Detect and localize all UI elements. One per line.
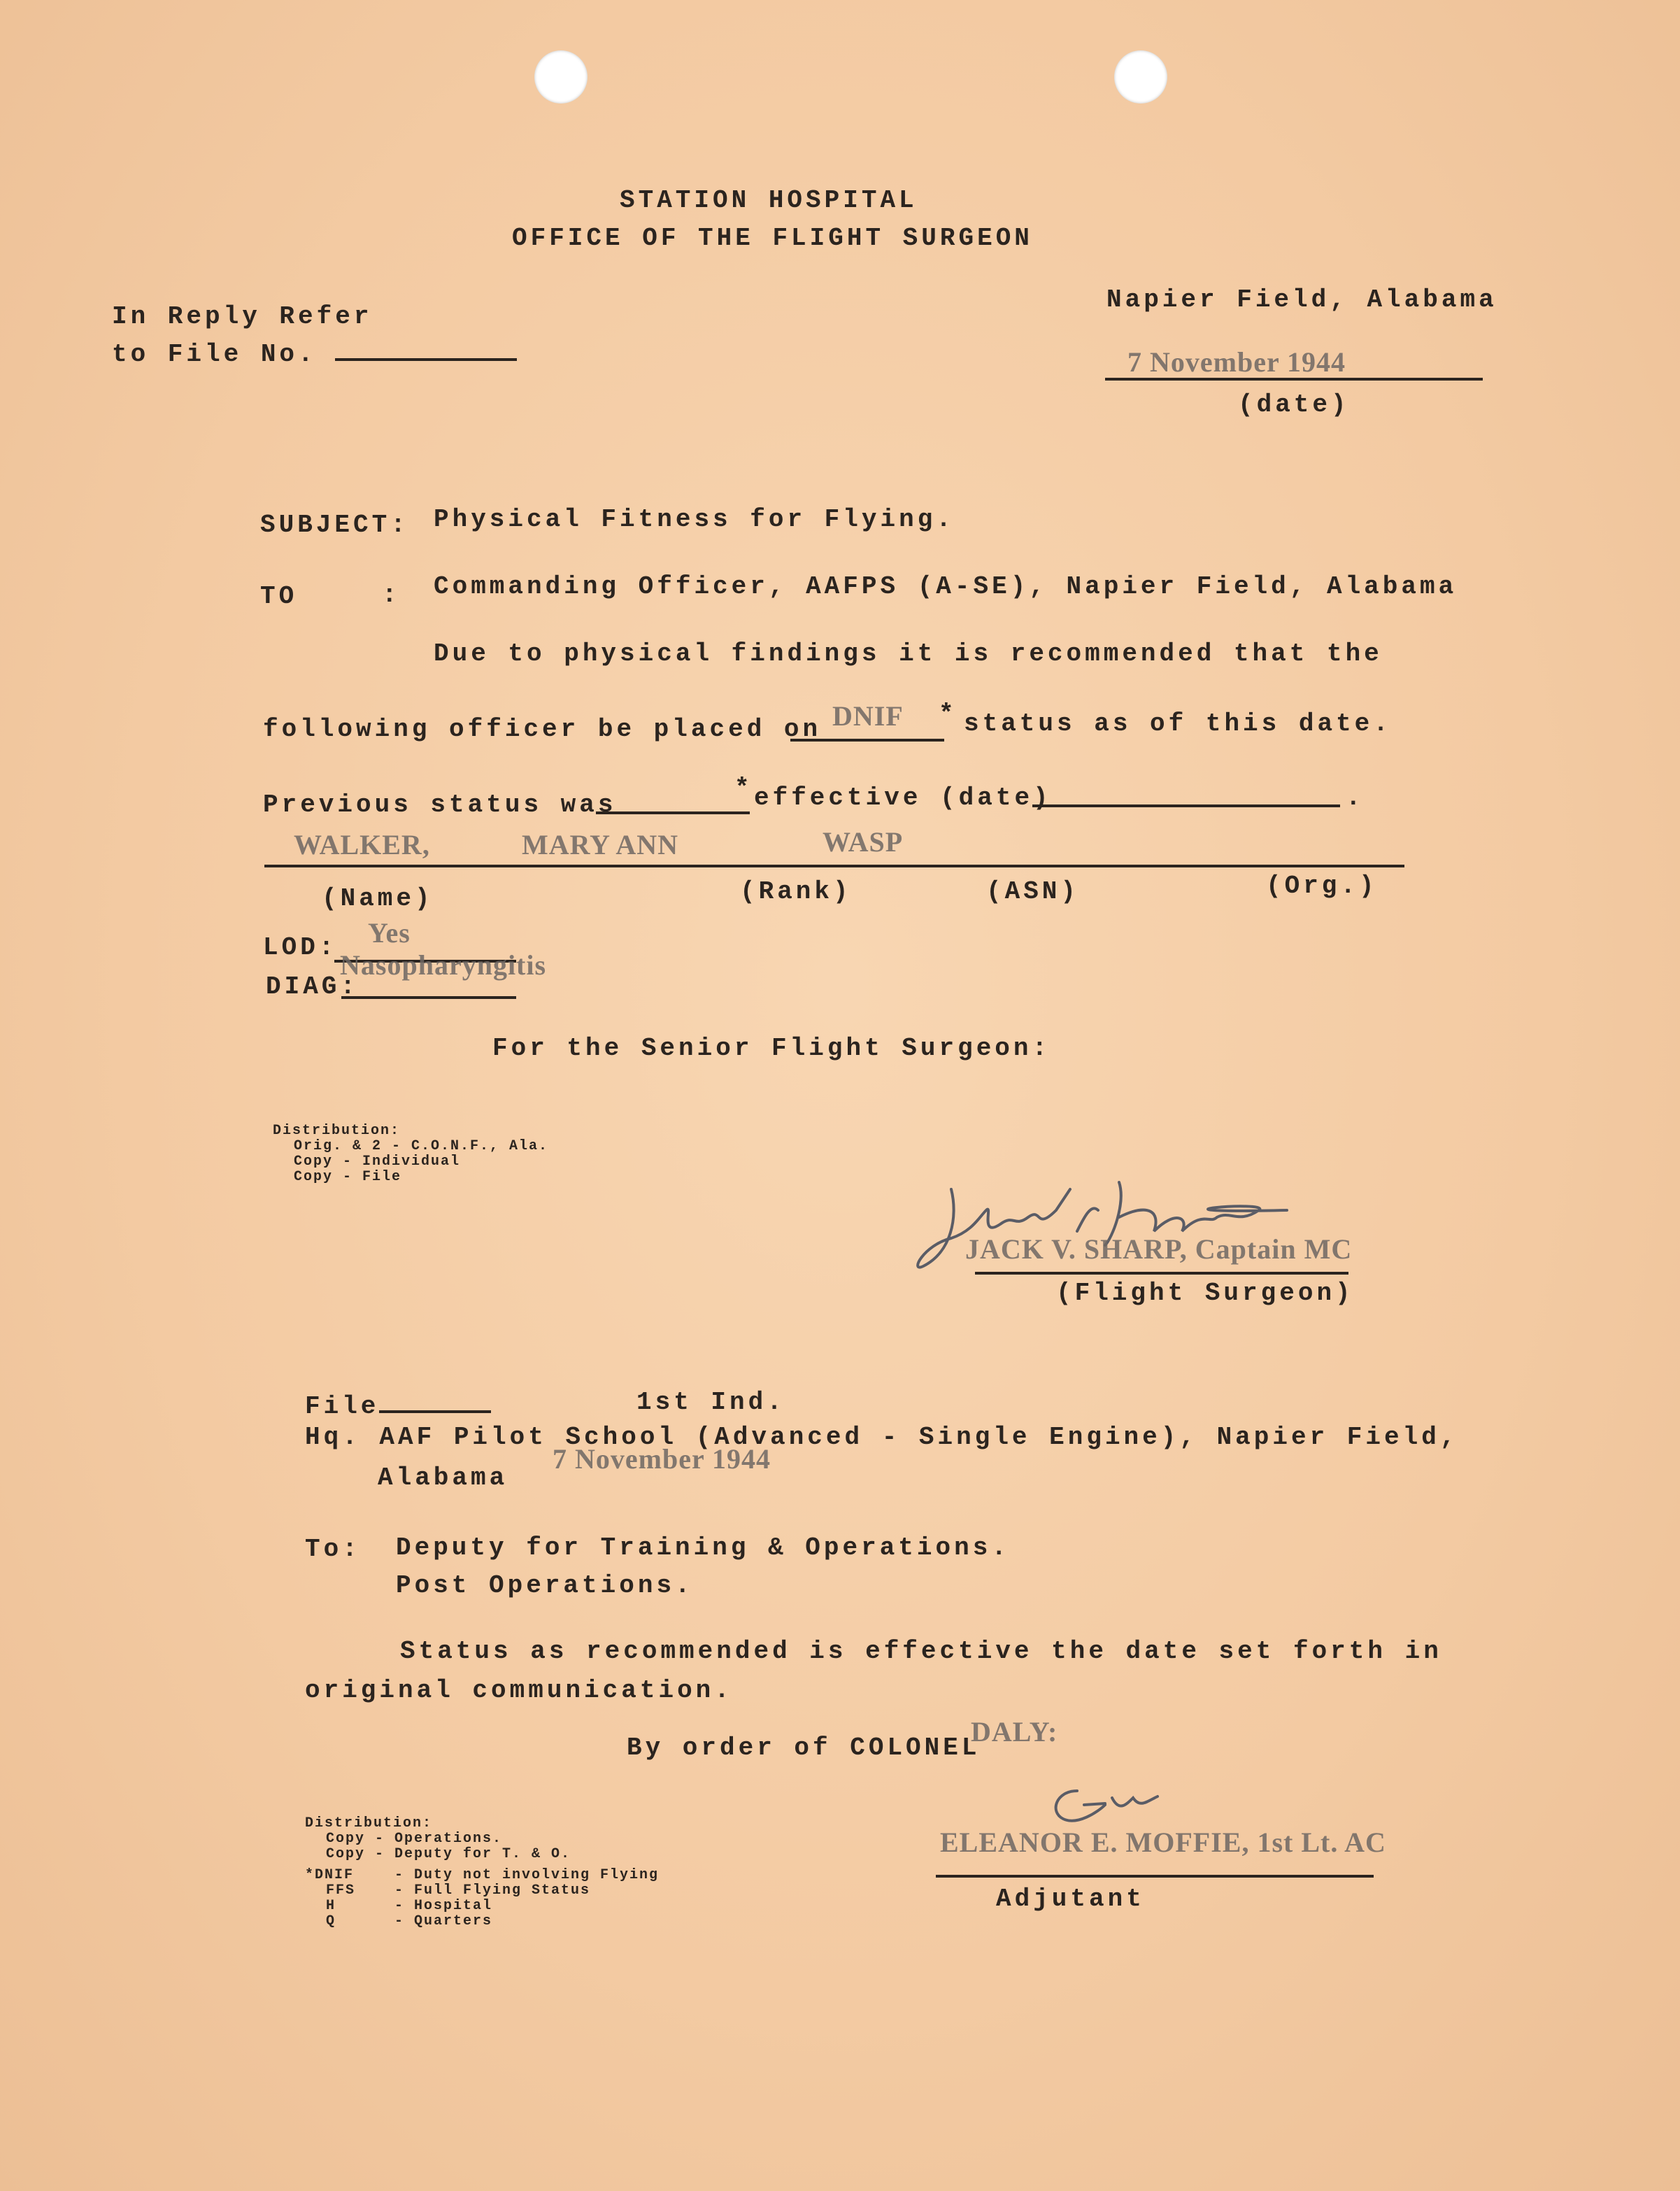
indorsement-file-blank xyxy=(379,1410,491,1413)
reply-refer-line-1: In Reply Refer xyxy=(112,302,373,331)
legend-row xyxy=(305,1914,659,1929)
distribution-1 xyxy=(273,1123,548,1185)
previous-status-period: . xyxy=(1346,783,1365,812)
distribution-2-item: Copy - Operations. xyxy=(326,1831,503,1847)
header-line-1: STATION HOSPITAL xyxy=(620,186,918,215)
adjutant-name: ELEANOR E. MOFFIE, 1st Lt. AC xyxy=(940,1827,1386,1858)
legend-code: FFS xyxy=(326,1882,356,1899)
previous-status-asterisk: * xyxy=(734,774,753,802)
date-rule xyxy=(1105,378,1483,381)
punch-hole-left xyxy=(534,50,588,104)
distribution-1-item: Copy - File xyxy=(294,1169,402,1185)
status-asterisk: * xyxy=(939,700,958,728)
indorsement-file-label xyxy=(305,1392,491,1421)
diagnosis-value: Nasopharyngitis xyxy=(340,949,547,981)
name-rule xyxy=(264,865,1404,867)
indorsement-label: 1st Ind. xyxy=(636,1388,785,1417)
caption-asn: (ASN) xyxy=(986,877,1080,906)
officer-rank-value: MARY ANN xyxy=(522,829,678,860)
distribution-2-item: Copy - Deputy for T. & O. xyxy=(326,1846,571,1862)
indorsement-to-line-1: Deputy for Training & Operations. xyxy=(396,1533,1010,1562)
paragraph-line-2-end: status as of this date. xyxy=(964,709,1392,738)
legend-code: Q xyxy=(326,1913,336,1929)
distribution-1-item: Orig. & 2 - C.O.N.F., Ala. xyxy=(294,1138,549,1154)
previous-status-blank xyxy=(596,811,750,814)
legend-code: *DNIF xyxy=(305,1867,355,1883)
legend-row xyxy=(305,1868,659,1883)
to-colon: : xyxy=(382,581,401,609)
diag-blank xyxy=(341,996,516,999)
reply-refer-label: to File No. xyxy=(112,340,317,369)
date-caption: (date) xyxy=(1238,390,1350,419)
reply-refer-line-2 xyxy=(112,340,517,369)
to-label: TO xyxy=(260,582,298,611)
status-blank xyxy=(790,739,944,742)
file-label: File xyxy=(305,1392,380,1421)
paragraph-line-1: Due to physical findings it is recommended that the xyxy=(434,639,1383,668)
signature-2-rule xyxy=(936,1875,1374,1878)
distribution-1-heading: Distribution: xyxy=(273,1123,401,1139)
indorsement-paragraph-2: original communication. xyxy=(305,1676,733,1705)
legend-desc: - Quarters xyxy=(394,1913,493,1929)
signature-1-rule xyxy=(975,1272,1348,1275)
flight-surgeon-name: JACK V. SHARP, Captain MC xyxy=(965,1233,1353,1265)
distribution-2 xyxy=(305,1816,659,1929)
for-senior-flight-surgeon: For the Senior Flight Surgeon: xyxy=(492,1034,1051,1063)
caption-rank: (Rank) xyxy=(740,877,852,906)
indorsement-hq-line-1: Hq. AAF Pilot School (Advanced - Single Engine), Napier Field, xyxy=(305,1423,1459,1452)
indorsement-hq-line-2: Alabama xyxy=(378,1463,508,1492)
legend-row xyxy=(305,1899,659,1914)
indorsement-paragraph-1: Status as recommended is effective the date set forth in xyxy=(400,1637,1442,1666)
effective-date-label: effective (date) xyxy=(754,783,1052,812)
indorsement-to-label: To: xyxy=(305,1535,361,1564)
legend-desc: - Duty not involving Flying xyxy=(394,1867,660,1883)
indorsement-date: 7 November 1944 xyxy=(553,1443,771,1475)
lod-label: LOD: xyxy=(263,933,338,962)
by-order-line: By order of COLONEL xyxy=(627,1733,981,1762)
lod-value: Yes xyxy=(368,917,411,949)
flight-surgeon-title: (Flight Surgeon) xyxy=(1056,1279,1354,1307)
caption-org: (Org.) xyxy=(1266,872,1378,900)
letter-date: 7 November 1944 xyxy=(1127,346,1346,378)
officer-name: WALKER, xyxy=(294,829,430,860)
adjutant-title: Adjutant xyxy=(996,1885,1145,1913)
effective-date-blank xyxy=(1032,804,1340,807)
caption-name: (Name) xyxy=(322,884,434,913)
status-value: DNIF xyxy=(832,700,904,732)
distribution-1-item: Copy - Individual xyxy=(294,1154,461,1170)
legend-row xyxy=(305,1883,659,1899)
legend-code: H xyxy=(326,1898,336,1914)
officer-org-value: WASP xyxy=(823,826,904,858)
paragraph-line-2-start: following officer be placed on xyxy=(263,715,822,744)
subject-text: Physical Fitness for Flying. xyxy=(434,505,955,534)
header-line-2: OFFICE OF THE FLIGHT SURGEON xyxy=(512,224,1033,253)
punch-hole-right xyxy=(1114,50,1167,104)
previous-status-label: Previous status was xyxy=(263,790,617,819)
legend-desc: - Hospital xyxy=(394,1898,493,1914)
colonel-name: DALY: xyxy=(971,1716,1058,1747)
file-number-blank xyxy=(335,358,517,361)
diag-label: DIAG: xyxy=(266,972,360,1001)
subject-label: SUBJECT: xyxy=(260,511,409,539)
location: Napier Field, Alabama xyxy=(1106,285,1497,314)
to-addressee: Commanding Officer, AAFPS (A-SE), Napier Field, Alabama xyxy=(434,572,1458,601)
legend-desc: - Full Flying Status xyxy=(394,1882,591,1899)
distribution-2-heading: Distribution: xyxy=(305,1815,433,1831)
indorsement-to-line-2: Post Operations. xyxy=(396,1571,694,1600)
